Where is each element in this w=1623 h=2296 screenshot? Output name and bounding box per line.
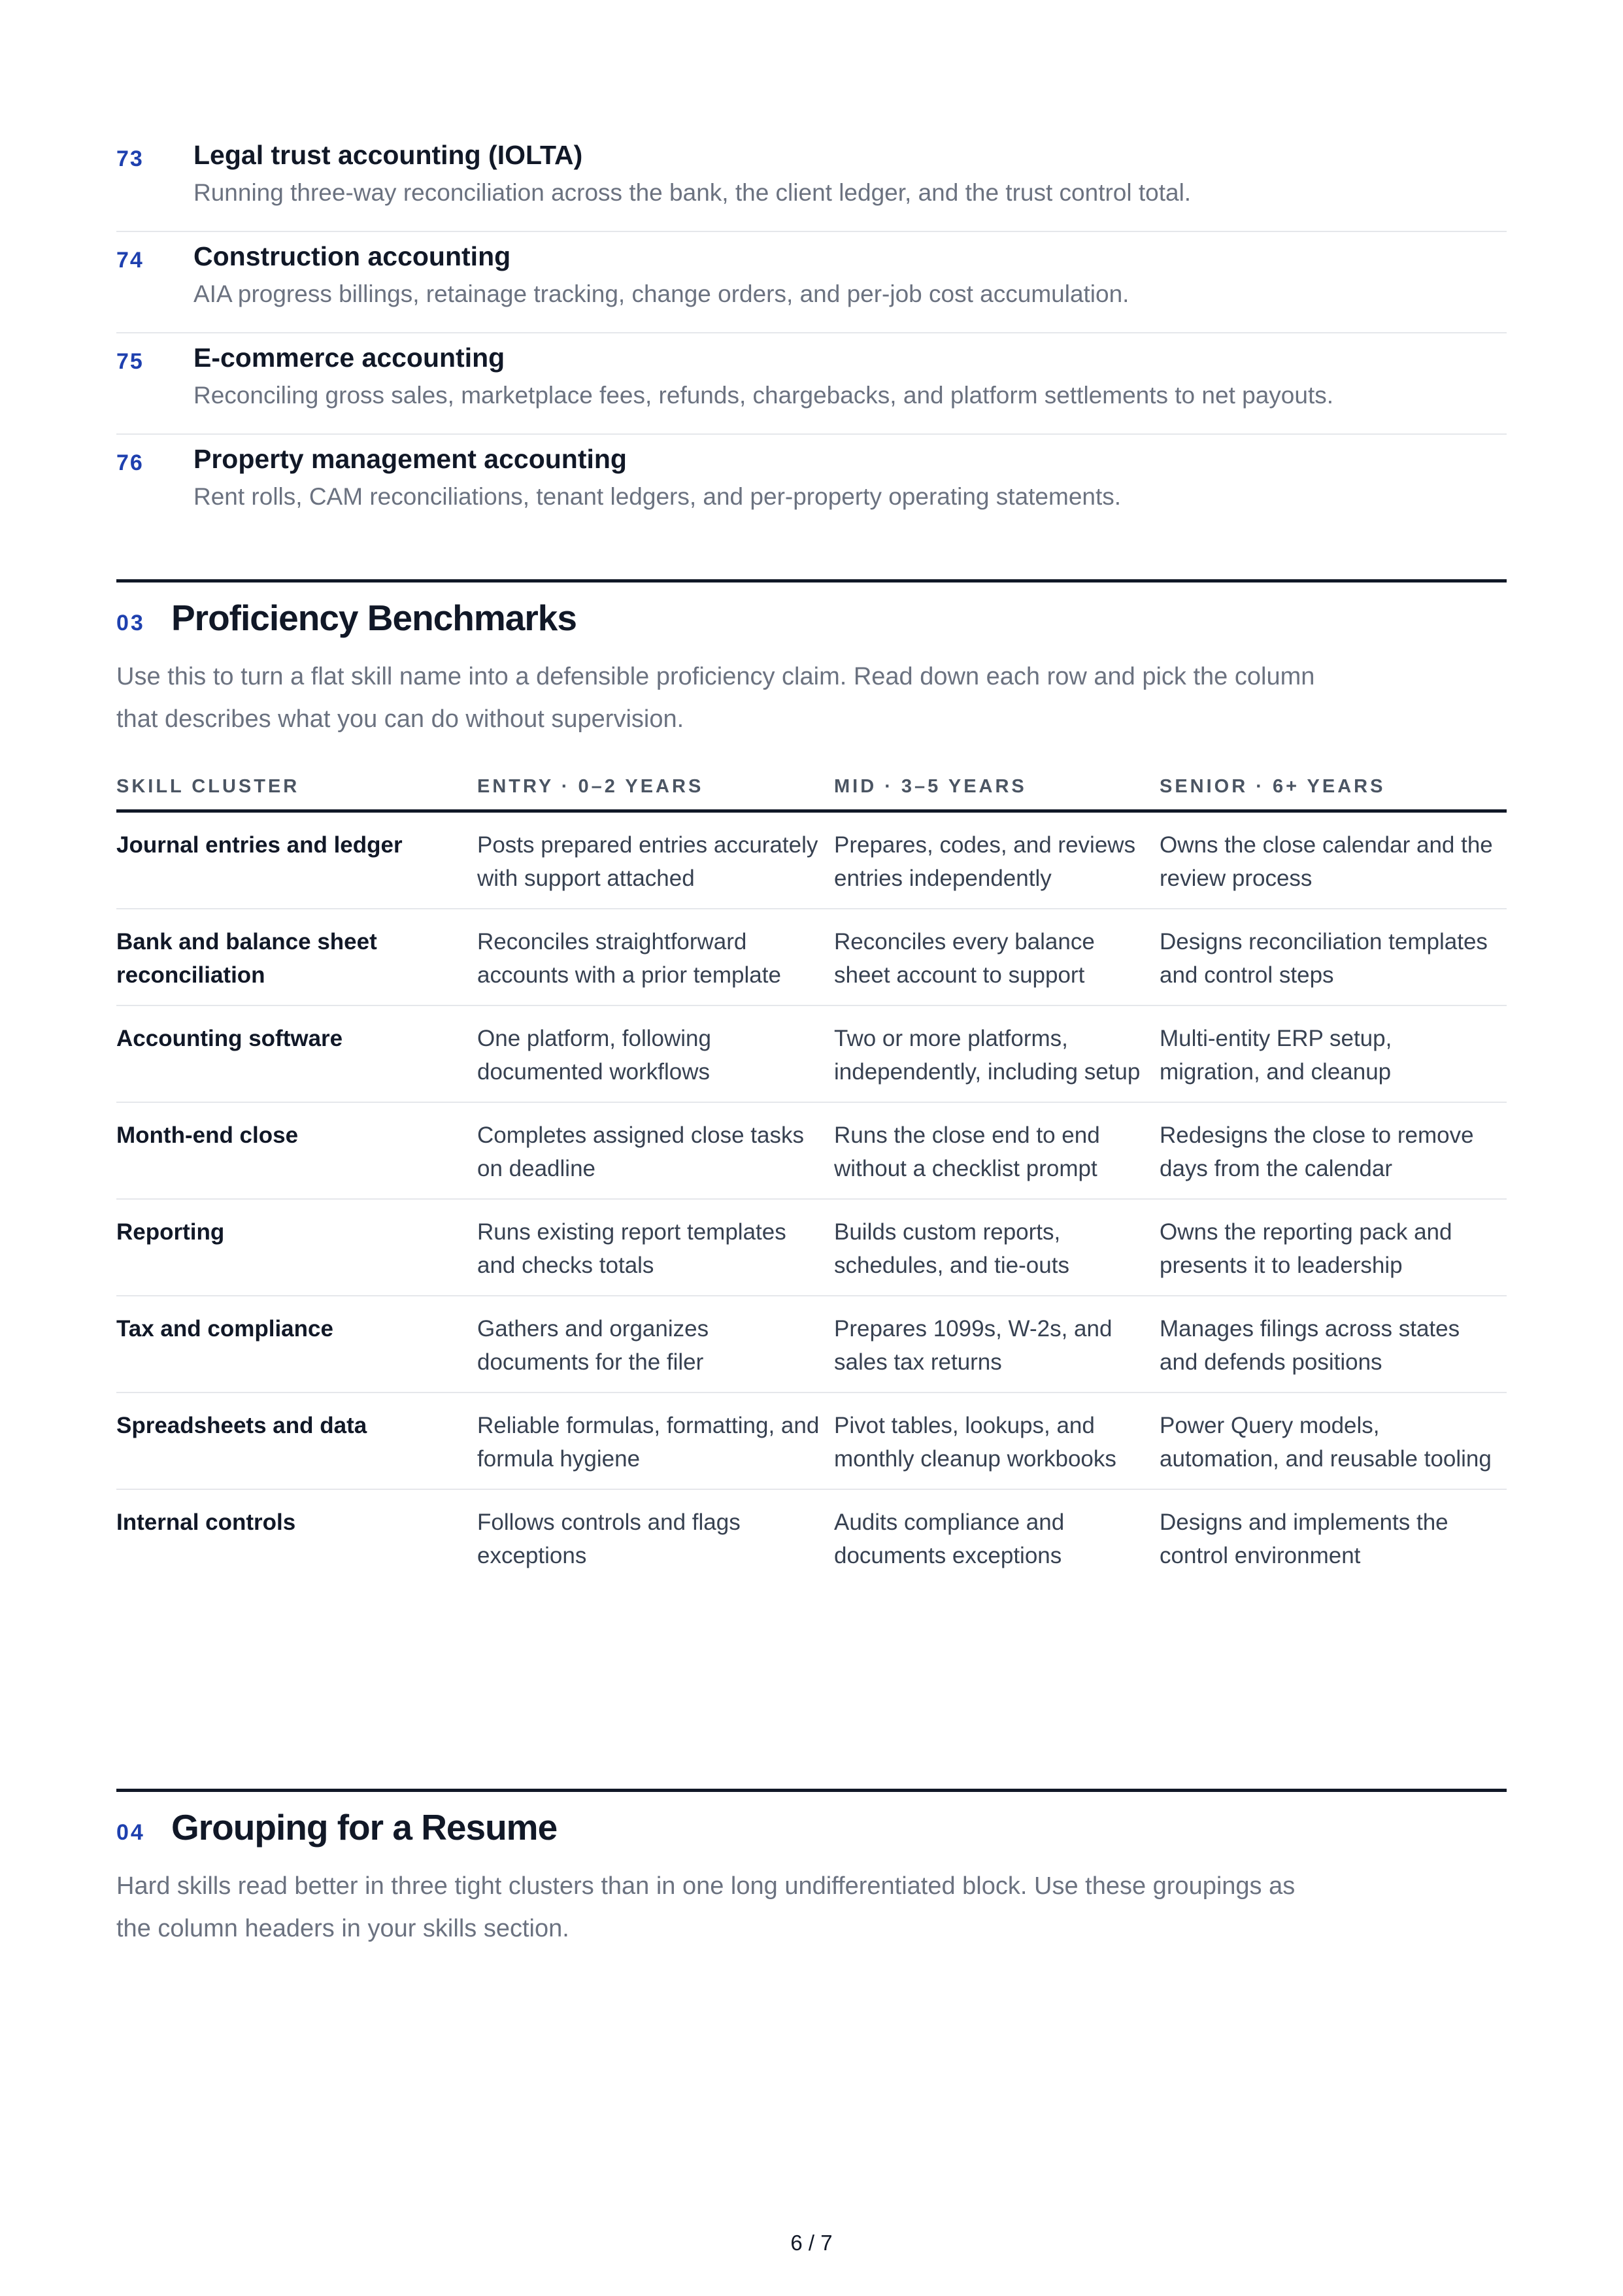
mid-cell: Runs the close end to end without a checklist prompt (834, 1102, 1160, 1199)
senior-cell: Power Query models, automation, and reusable tooling (1160, 1393, 1507, 1489)
skill-cluster-cell: Reporting (116, 1199, 477, 1296)
mid-cell: Reconciles every balance sheet account to support (834, 909, 1160, 1005)
table-row (116, 811, 1507, 909)
table-row (116, 1005, 1507, 1102)
skill-cluster-cell: Bank and balance sheet reconciliation (116, 909, 477, 1005)
entry-cell: One platform, following documented workflows (477, 1005, 834, 1102)
skill-cluster-cell: Tax and compliance (116, 1296, 477, 1393)
section-title: Proficiency Benchmarks (171, 598, 577, 638)
skill-number: 73 (116, 146, 144, 171)
page-number: 6 / 7 (790, 2231, 833, 2255)
entry-cell: Runs existing report templates and checks totals (477, 1199, 834, 1296)
skill-description: Rent rolls, CAM reconciliations, tenant ledgers, and per-property operating statements. (193, 483, 1122, 510)
skill-cluster-cell: Internal controls (116, 1510, 296, 1535)
skill-title: Legal trust accounting (IOLTA) (193, 140, 583, 170)
entry-cell: Posts prepared entries accurately with support attached (477, 811, 834, 909)
senior-cell: Designs reconciliation templates and control steps (1160, 909, 1507, 1005)
skill-list (116, 131, 1507, 536)
list-item (116, 232, 1507, 333)
section-header (116, 1806, 1507, 1848)
skill-cluster-cell: Spreadsheets and data (116, 1393, 477, 1489)
mid-cell: Prepares 1099s, W-2s, and sales tax returns (834, 1296, 1160, 1393)
section-number: 04 (116, 1820, 145, 1845)
column-header: ENTRY · 0–2 YEARS (477, 776, 834, 811)
table-row (116, 1489, 1507, 1585)
skill-number: 74 (116, 248, 144, 273)
entry-cell: Gathers and organizes documents for the filer (477, 1296, 834, 1393)
list-item (116, 333, 1507, 435)
table-header-row (116, 776, 1507, 811)
skill-cluster-cell: Month-end close (116, 1102, 477, 1199)
senior-cell: Manages filings across states and defends positions (1160, 1296, 1507, 1393)
section-number: 03 (116, 611, 145, 635)
mid-cell: Builds custom reports, schedules, and tie-outs (834, 1199, 1160, 1296)
table-row (116, 1199, 1507, 1296)
skill-description: AIA progress billings, retainage tracking, change orders, and per-job cost accumulation. (193, 280, 1129, 307)
section-intro: Use this to turn a flat skill name into a defensible proficiency claim. Read down each row and pick the column that describes what you can do without supervision. (116, 663, 1315, 733)
skill-description: Reconciling gross sales, marketplace fees, refunds, chargebacks, and platform settlements to net payouts. (193, 382, 1334, 409)
skill-title: Property management accounting (193, 444, 627, 474)
section-grouping-for-resume (116, 1789, 1507, 1950)
mid-cell: Two or more platforms, independently, including setup (834, 1005, 1160, 1102)
senior-cell: Designs and implements the control environment (1160, 1510, 1448, 1568)
entry-cell: Reliable formulas, formatting, and formula hygiene (477, 1393, 834, 1489)
benchmark-table (116, 776, 1507, 1585)
skill-title: E-commerce accounting (193, 343, 505, 373)
skill-title: Construction accounting (193, 241, 511, 271)
mid-cell: Pivot tables, lookups, and monthly cleanup workbooks (834, 1393, 1160, 1489)
entry-cell: Reconciles straightforward accounts with a prior template (477, 909, 834, 1005)
mid-cell: Audits compliance and documents exceptions (834, 1510, 1065, 1568)
section-intro: Hard skills read better in three tight clusters than in one long undifferentiated block. Use these groupings as the column headers in your skills section. (116, 1872, 1296, 1942)
table-row (116, 1296, 1507, 1393)
entry-cell: Completes assigned close tasks on deadline (477, 1102, 834, 1199)
senior-cell: Multi-entity ERP setup, migration, and cleanup (1160, 1005, 1507, 1102)
table-row (116, 909, 1507, 1005)
table-row (116, 1102, 1507, 1199)
skill-cluster-cell: Journal entries and ledger (116, 811, 477, 909)
section-title: Grouping for a Resume (171, 1807, 558, 1848)
skill-number: 75 (116, 349, 144, 374)
section-header (116, 597, 1507, 639)
skill-number: 76 (116, 450, 144, 475)
column-header: SENIOR · 6+ YEARS (1160, 776, 1507, 811)
list-item (116, 435, 1507, 536)
mid-cell: Prepares, codes, and reviews entries independently (834, 811, 1160, 909)
section-proficiency-benchmarks (116, 579, 1507, 1585)
senior-cell: Owns the close calendar and the review process (1160, 811, 1507, 909)
table-row (116, 1393, 1507, 1489)
column-header: MID · 3–5 YEARS (834, 776, 1160, 811)
skill-cluster-cell: Accounting software (116, 1005, 477, 1102)
senior-cell: Redesigns the close to remove days from the calendar (1160, 1102, 1507, 1199)
list-item (116, 131, 1507, 232)
entry-cell: Follows controls and flags exceptions (477, 1510, 741, 1568)
column-header: SKILL CLUSTER (116, 776, 477, 811)
senior-cell: Owns the reporting pack and presents it to leadership (1160, 1199, 1507, 1296)
skill-description: Running three-way reconciliation across the bank, the client ledger, and the trust control total. (193, 179, 1192, 206)
